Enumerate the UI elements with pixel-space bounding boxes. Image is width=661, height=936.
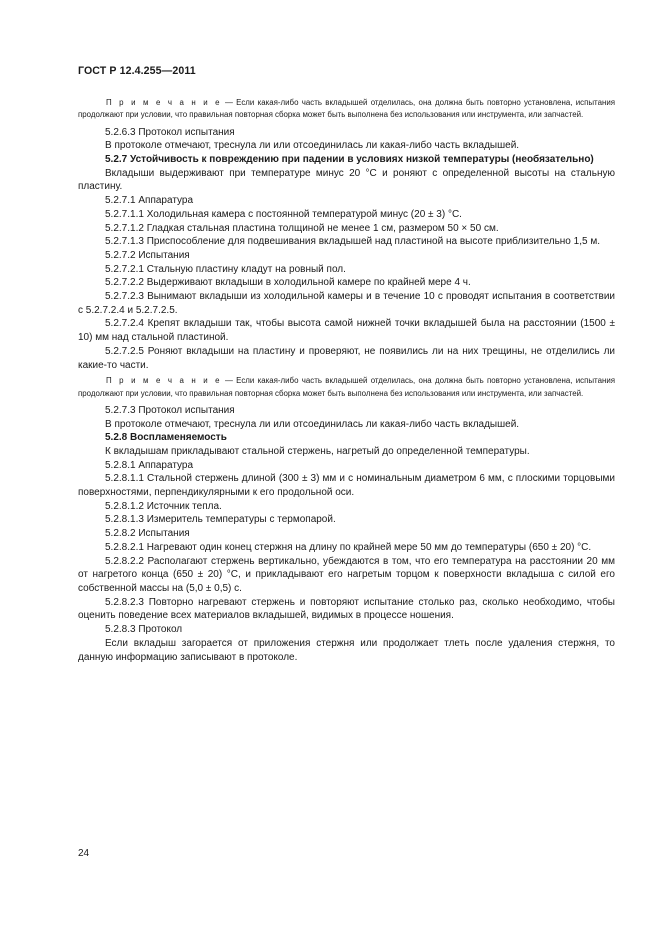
paragraph: К вкладышам прикладывают стальной стержень, нагретый до определенной температуры.	[105, 445, 530, 457]
paragraph: Вкладыши выдерживают при температуре минус 20 °С и роняют с определенной высоты на стальную пластину.	[78, 167, 615, 193]
paragraph: 5.2.8.3 Протокол	[105, 624, 183, 636]
paragraph: 5.2.7.2.3 Вынимают вкладыши из холодильной камеры и в течение 10 с проводят испытания в соответствии с 5.2.7.2.4 и 5.2.7.2.5.	[78, 291, 615, 316]
note-1-label: П р и м е ч а н и е	[106, 98, 222, 107]
paragraph: 5.2.7.1.1 Холодильная камера с постоянной температурой минус (20 ± 3) °С.	[105, 208, 462, 220]
paragraph: 5.2.8.2.1 Нагревают один конец стержня на длину по крайней мере 50 мм до температуры (650 ± 20) °С.	[105, 541, 592, 553]
paragraph: 5.2.7.3 Протокол испытания	[105, 404, 235, 416]
section-5-2-7	[78, 126, 615, 373]
document-header: ГОСТ Р 12.4.255—2011	[78, 65, 196, 77]
paragraph: 5.2.8.1.1 Стальной стержень длиной (300 ± 3) мм и с номинальным диаметром 6 мм, с плоскими торцовыми поверхностями, перпендикулярными к его продольной оси.	[78, 473, 615, 499]
paragraph: 5.2.7.2.5 Роняют вкладыши на пластину и проверяют, не появились ли на них трещины, не отделились ли какие-то части.	[78, 345, 615, 371]
paragraph: 5.2.7.1 Аппаратура	[105, 195, 194, 207]
paragraph: 5.2.7.1.3 Приспособление для подвешивания вкладышей над пластиной на высоте приблизительно 1,5 м.	[105, 236, 600, 248]
paragraph: 5.2.6.3 Протокол испытания	[105, 126, 235, 138]
paragraph: 5.2.8.1 Аппаратура	[105, 459, 194, 471]
document-body	[78, 97, 615, 664]
section-heading: 5.2.7 Устойчивость к повреждению при падении в условиях низкой температуры (необязательно)	[105, 154, 594, 165]
paragraph: 5.2.8.2.2 Располагают стержень вертикально, убеждаются в том, что его температура на расстоянии 20 мм от нагретого конца (650 ± 20) °С, и прикладывают его нагретым торцом к поверхности вкладыша с силой его собственной массы на (5,0 ± 0,5) с.	[78, 555, 615, 594]
note-1	[78, 97, 615, 122]
paragraph: 5.2.8.2 Испытания	[105, 528, 190, 540]
note-2-text: — Если какая-либо часть вкладышей отделилась, она должна быть повторно установлена, испытания продолжают при условии, что правильная повторная сборка может быть выполнена без использования или инструмента, или запчастей.	[78, 376, 615, 398]
paragraph: 5.2.8.1.2 Источник тепла.	[105, 500, 222, 512]
section-5-2-8	[78, 404, 615, 664]
paragraph: В протоколе отмечают, треснула ли или отсоединилась ли какая-либо часть вкладышей.	[105, 418, 520, 430]
paragraph: 5.2.7.1.2 Гладкая стальная пластина толщиной не менее 1 см, размером 50 × 50 см.	[105, 222, 499, 234]
note-2	[78, 375, 615, 400]
note-2-label: П р и м е ч а н и е	[106, 376, 222, 386]
page-number: 24	[78, 848, 90, 859]
paragraph: 5.2.8.1.3 Измеритель температуры с термопарой.	[105, 514, 336, 526]
paragraph: Если вкладыш загорается от приложения стержня или продолжает тлеть после удаления стержня, то данную информацию записывают в протоколе.	[78, 637, 615, 663]
paragraph: 5.2.7.2.2 Выдерживают вкладыши в холодильной камере по крайней мере 4 ч.	[105, 277, 471, 289]
paragraph: 5.2.7.2.4 Крепят вкладыши так, чтобы высота самой нижней точки вкладышей была на расстоянии (1500 ± 10) мм над стальной пластиной.	[78, 318, 615, 344]
note-1-text: — Если какая-либо часть вкладышей отделилась, она должна быть повторно установлена, испытания продолжают при условии, что правильная повторная сборка может быть выполнена без использования или инструмента, или запчастей.	[78, 98, 615, 120]
paragraph: В протоколе отмечают, треснула ли или отсоединилась ли какая-либо часть вкладышей.	[105, 140, 520, 152]
paragraph: 5.2.8.2.3 Повторно нагревают стержень и повторяют испытание столько раз, сколько необходимо, чтобы оценить поведение всех материалов вкладышей, видимых в процессе ношения.	[78, 596, 615, 622]
paragraph: 5.2.7.2.1 Стальную пластину кладут на ровный пол.	[105, 263, 346, 275]
paragraph: 5.2.7.2 Испытания	[105, 249, 190, 261]
section-heading: 5.2.8 Воспламеняемость	[105, 432, 227, 444]
